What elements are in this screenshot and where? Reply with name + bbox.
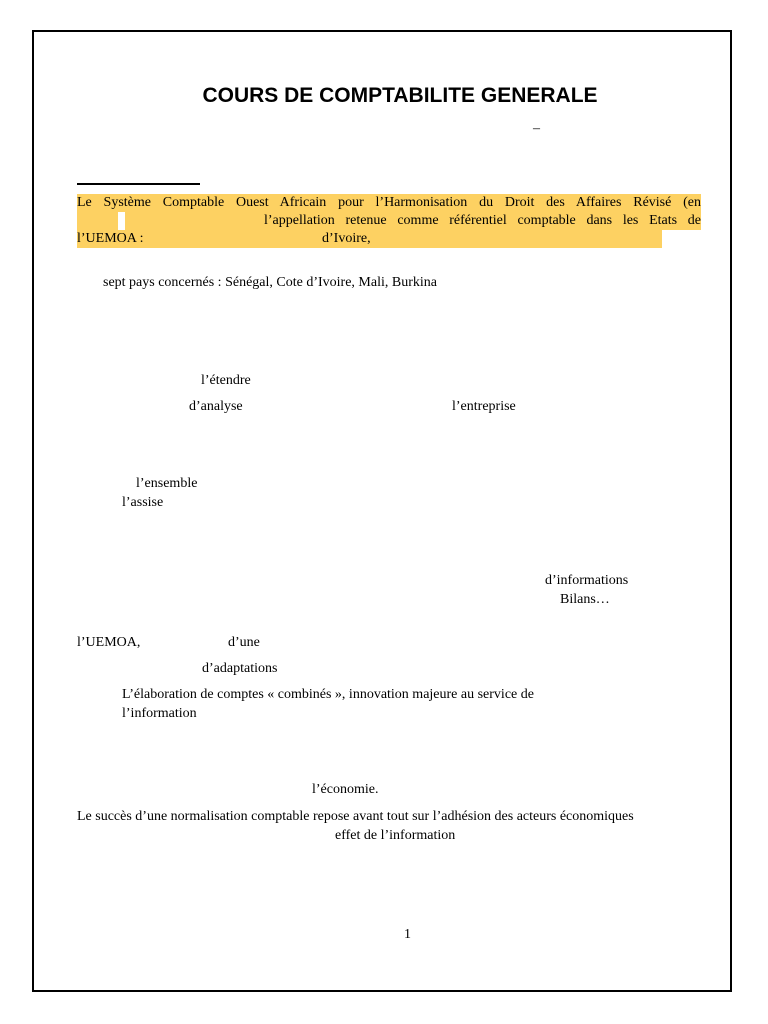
fragment-une: d’une (228, 635, 260, 650)
fragment-etendre: l’étendre (201, 373, 251, 388)
fragment-assise: l’assise (122, 495, 164, 510)
succes-line: Le succès d’une normalisation comptable repose avant tout sur l’adhésion des acteurs économiques (77, 809, 634, 824)
elaboration-line: L’élaboration de comptes « combinés », innovation majeure au service de (122, 687, 534, 702)
paragraph1-line3a: l’UEMOA : (77, 231, 144, 246)
information-line: l’information (122, 706, 197, 721)
fragment-ensemble: l’ensemble (136, 476, 198, 491)
document-title: COURS DE COMPTABILITE GENERALE (202, 84, 598, 107)
fragment-analyse: d’analyse (189, 399, 243, 414)
fragment-economie: l’économie. (312, 782, 379, 797)
highlight-gap (118, 212, 125, 230)
fragment-uemoa: l’UEMOA, (77, 635, 141, 650)
section-rule (77, 183, 200, 185)
effet-line: effet de l’information (335, 828, 456, 843)
fragment-bilans: Bilans… (560, 592, 610, 607)
title-dash: – (533, 121, 540, 136)
paragraph1-line3b: d’Ivoire, (322, 231, 371, 246)
fragment-adaptations: d’adaptations (202, 661, 278, 676)
fragment-informations: d’informations (545, 573, 629, 588)
countries-line: sept pays concernés : Sénégal, Cote d’Ivoire, Mali, Burkina (103, 275, 437, 290)
fragment-entreprise: l’entreprise (452, 399, 516, 414)
paragraph1-line1: Le Système Comptable Ouest Africain pour l’Harmonisation du Droit des Affaires Révisé (en (77, 195, 701, 210)
paragraph1-line2: l’appellation retenue comme référentiel comptable dans les Etats de (264, 213, 701, 228)
page-number: 1 (404, 927, 411, 942)
